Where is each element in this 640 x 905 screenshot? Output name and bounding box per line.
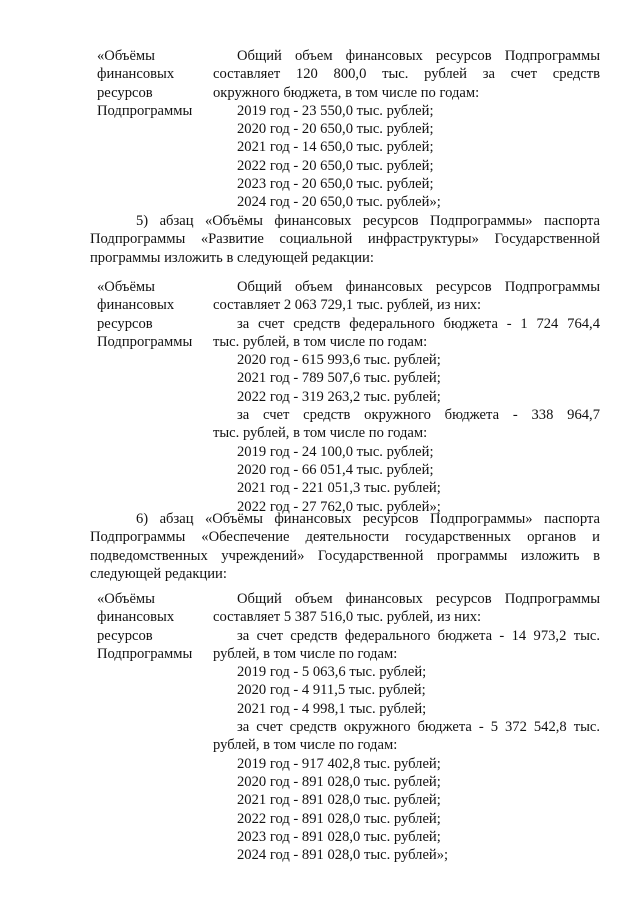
paragraph-line: 5) абзац «Объёмы финансовых ресурсов Подпрограммы» паспорта [136, 213, 600, 229]
label-line: финансовых [97, 297, 175, 314]
paragraph-6 [90, 510, 600, 583]
text-line: за счет средств окружного бюджета - 5 372 542,8 тыс. [237, 719, 600, 736]
year-line: 2021 год - 789 507,6 тыс. рублей; [237, 370, 441, 387]
text-line: составляет 120 800,0 тыс. рублей за счет средств [213, 66, 600, 83]
paragraph-line: 6) абзац «Объёмы финансовых ресурсов Подпрограммы» паспорта [136, 511, 600, 527]
year-line: 2022 год - 891 028,0 тыс. рублей; [237, 810, 441, 827]
year-line: 2024 год - 20 650,0 тыс. рублей»; [237, 194, 441, 211]
year-line: 2020 год - 66 051,4 тыс. рублей; [237, 461, 434, 478]
year-line: 2019 год - 917 402,8 тыс. рублей; [237, 755, 441, 772]
label-line: ресурсов [97, 627, 153, 644]
label-cell [97, 278, 207, 351]
label-line: финансовых [97, 609, 175, 626]
label-line: ресурсов [97, 84, 153, 101]
label-cell [97, 47, 207, 120]
year-line: 2022 год - 27 762,0 тыс. рублей»; [237, 498, 441, 515]
label-line: «Объёмы [97, 48, 155, 64]
text-line: тыс. рублей, в том числе по годам: [213, 425, 428, 442]
year-line: 2021 год - 4 998,1 тыс. рублей; [237, 700, 427, 717]
year-line: 2024 год - 891 028,0 тыс. рублей»; [237, 847, 449, 864]
text-line: Общий объем финансовых ресурсов Подпрограммы [237, 591, 600, 607]
paragraph-line: Подпрограммы «Обеспечение деятельности государственных органов и [90, 529, 600, 546]
label-line: Подпрограммы [97, 333, 193, 350]
year-line: 2019 год - 23 550,0 тыс. рублей; [237, 102, 434, 119]
content-cell [213, 47, 600, 212]
label-line: Подпрограммы [97, 102, 193, 119]
year-line: 2021 год - 891 028,0 тыс. рублей; [237, 792, 441, 809]
label-line: «Объёмы [97, 279, 155, 295]
label-line: ресурсов [97, 315, 153, 332]
paragraph-line: подведомственных учреждений» Государственной программы изложить в [90, 547, 600, 564]
year-line: 2021 год - 14 650,0 тыс. рублей; [237, 139, 434, 156]
paragraph-line: программы изложить в следующей редакции: [90, 249, 374, 266]
paragraph-line: Подпрограммы «Развитие социальной инфраструктуры» Государственной [90, 231, 600, 248]
text-line: за счет средств окружного бюджета - 338 964,7 [237, 407, 600, 424]
content-cell [213, 590, 600, 864]
label-line: Подпрограммы [97, 645, 193, 662]
text-line: Общий объем финансовых ресурсов Подпрограммы [237, 48, 600, 64]
year-line: 2019 год - 5 063,6 тыс. рублей; [237, 664, 427, 681]
year-line: 2023 год - 20 650,0 тыс. рублей; [237, 176, 434, 193]
year-line: 2020 год - 4 911,5 тыс. рублей; [237, 682, 426, 699]
text-line: составляет 2 063 729,1 тыс. рублей, из них: [213, 297, 482, 314]
text-line: рублей, в том числе по годам: [213, 645, 398, 662]
text-line: рублей, в том числе по годам: [213, 737, 398, 754]
year-line: 2020 год - 615 993,6 тыс. рублей; [237, 352, 441, 369]
year-line: 2020 год - 20 650,0 тыс. рублей; [237, 121, 434, 138]
text-line: за счет средств федерального бюджета - 1 724 764,4 [237, 315, 600, 332]
text-line: за счет средств федерального бюджета - 14 973,2 тыс. [237, 627, 600, 644]
year-line: 2023 год - 891 028,0 тыс. рублей; [237, 828, 441, 845]
text-line: тыс. рублей, в том числе по годам: [213, 333, 428, 350]
year-line: 2022 год - 319 263,2 тыс. рублей; [237, 388, 441, 405]
label-line: финансовых [97, 66, 175, 83]
year-line: 2020 год - 891 028,0 тыс. рублей; [237, 773, 441, 790]
text-line: окружного бюджета, в том числе по годам: [213, 84, 480, 101]
text-line: Общий объем финансовых ресурсов Подпрограммы [237, 279, 600, 295]
year-line: 2022 год - 20 650,0 тыс. рублей; [237, 157, 434, 174]
paragraph-line: следующей редакции: [90, 565, 227, 582]
text-line: составляет 5 387 516,0 тыс. рублей, из них: [213, 609, 482, 626]
label-line: «Объёмы [97, 591, 155, 607]
content-cell [213, 278, 600, 516]
label-cell [97, 590, 207, 663]
paragraph-5 [90, 212, 600, 267]
year-line: 2021 год - 221 051,3 тыс. рублей; [237, 480, 441, 497]
year-line: 2019 год - 24 100,0 тыс. рублей; [237, 443, 434, 460]
